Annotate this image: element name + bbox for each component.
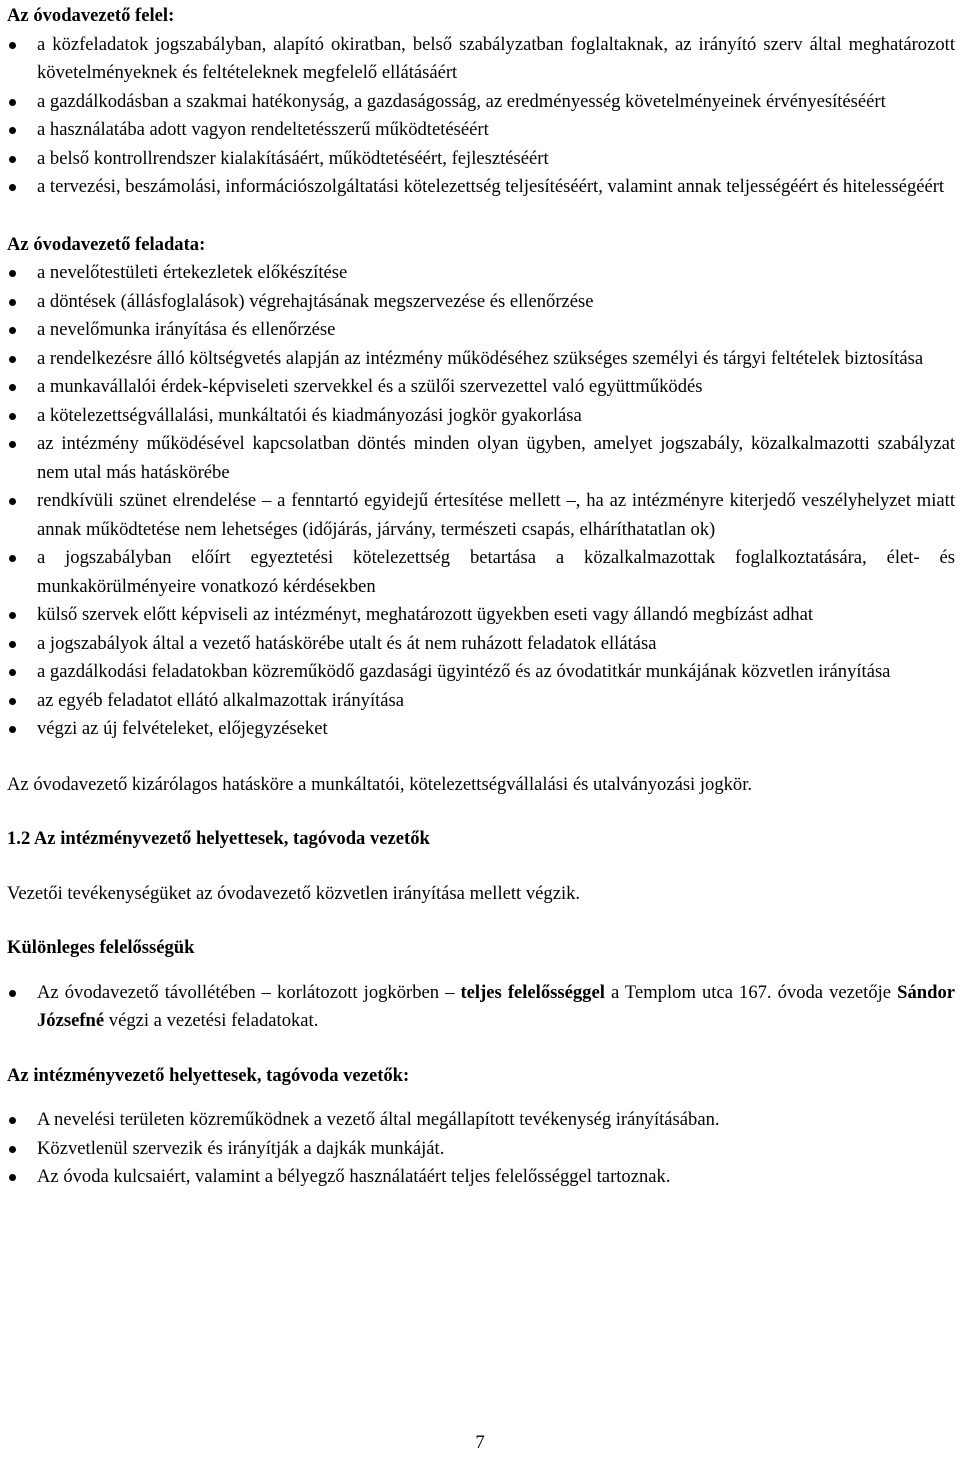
list-item: a használatába adott vagyon rendeltetésszerű működtetéséért [7,116,955,145]
list-item: a nevelőmunka irányítása és ellenőrzése [7,316,955,345]
list-item: a kötelezettségvállalási, munkáltatói és kiadmányozási jogkör gyakorlása [7,402,955,431]
section-intro: Vezetői tevékenységüket az óvodavezető közvetlen irányítása mellett végzik. [7,882,581,904]
list-item: a munkavállalói érdek-képviseleti szervekkel és a szülői szervezettel való együttműködés [7,373,955,402]
list-item: az egyéb feladatot ellátó alkalmazottak irányítása [7,687,955,716]
list-item: a tervezési, beszámolási, információszolgáltatási kötelezettség teljesítéséért, valamint annak teljességéért és hitelességéért [7,173,955,202]
list-item: Közvetlenül szervezik és irányítják a dajkák munkáját. [7,1135,955,1164]
list-item: a jogszabályban előírt egyeztetési kötelezettség betartása a közalkalmazottak foglalkoztatására, élet- és munkakörülményeire vonatkozó kérdésekben [7,544,955,601]
person-name: Sándor Józsefné [37,981,955,1031]
item-text: a Templom utca 167. óvoda vezetője [604,981,898,1003]
list-item: az intézmény működésével kapcsolatban döntés minden olyan ügyben, amelyet jogszabály, közalkalmazotti szabályzat nem utal más hatáskörébe [7,430,955,487]
list-item [7,979,955,1036]
list-item: a belső kontrollrendszer kialakításáért, működtetéséért, fejlesztéséért [7,145,955,174]
exclusive-authority-text: Az óvodavezető kizárólagos hatásköre a munkáltatói, kötelezettségvállalási és utalványozási jogkör. [7,773,753,795]
list-item: a gazdálkodásban a szakmai hatékonyság, a gazdaságosság, az eredményesség követelményeinek érvényesítéséért [7,88,955,117]
item-bold-text: teljes felelősséggel [460,981,605,1003]
section-title: 1.2 Az intézményvezető helyettesek, tagóvoda vezetők [7,828,430,849]
list-item: a nevelőtestületi értekezletek előkészítése [7,259,955,288]
list-item: végzi az új felvételeket, előjegyzéseket [7,715,955,744]
document-page [7,0,955,1192]
deputies-heading: Az intézményvezető helyettesek, tagóvoda vezetők: [7,1064,410,1086]
responsibilities-list [7,31,955,202]
list-item: A nevelési területen közreműködnek a vezető által megállapított tevékenység irányításában. [7,1106,955,1135]
special-responsibility-list [7,979,955,1036]
list-item: a döntések (állásfoglalások) végrehajtásának megszervezése és ellenőrzése [7,288,955,317]
list-item: a gazdálkodási feladatokban közreműködő gazdasági ügyintéző és az óvodatitkár munkájának közvetlen irányítása [7,658,955,687]
item-text: végzi a vezetési feladatokat. [104,1010,319,1031]
list-item: a közfeladatok jogszabályban, alapító okiratban, belső szabályzatban foglaltaknak, az irányító szerv által meghatározott követelményeknek és feltételeknek megfelelő ellátásáért [7,31,955,88]
list-item: rendkívüli szünet elrendelése – a fenntartó egyidejű értesítése mellett –, ha az intézményre kiterjedő veszélyhelyzet miatt annak működtetése nem lehetséges (időjárás, járvány, természeti csapás, elháríthatatlan ok) [7,487,955,544]
duties-heading: Az óvodavezető feladata: [7,233,206,255]
item-text: Az óvodavezető távollétében – korlátozott jogkörben – [37,981,461,1003]
deputies-list [7,1106,955,1192]
list-item: a rendelkezésre álló költségvetés alapján az intézmény működéséhez szükséges személyi és tárgyi feltételek biztosítása [7,345,955,374]
responsibilities-heading: Az óvodavezető felel: [7,5,175,26]
list-item: külső szervek előtt képviseli az intézményt, meghatározott ügyekben eseti vagy állandó megbízást adhat [7,601,955,630]
list-item: Az óvoda kulcsaiért, valamint a bélyegző használatáért teljes felelősséggel tartoznak. [7,1163,955,1192]
list-item: a jogszabályok által a vezető hatáskörébe utalt és át nem ruházott feladatok ellátása [7,630,955,659]
special-responsibility-heading: Különleges felelősségük [7,937,195,958]
page-number: 7 [475,1432,485,1453]
duties-list [7,259,955,744]
